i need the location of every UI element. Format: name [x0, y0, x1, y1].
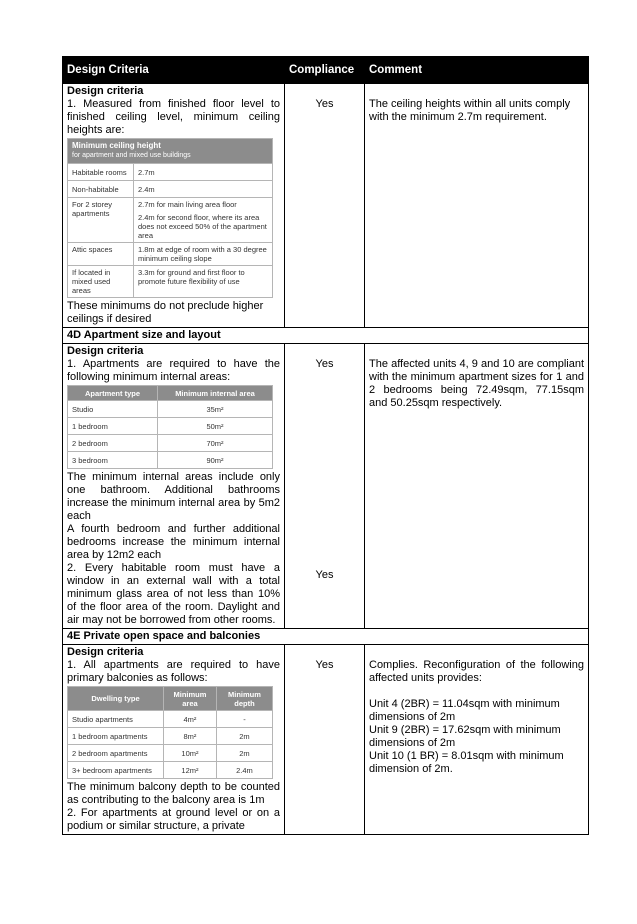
compliance-value: Yes [315, 569, 334, 581]
table-row [63, 344, 589, 629]
criteria-cell [63, 84, 285, 328]
criteria-text: 2. Every habitable room must have a window in an external wall with a total minimum glass area of not less than 10% of the floor area of the room. Daylight and air may not be borrowed from other rooms. [67, 562, 280, 626]
ceiling-row-value: 3.3m for ground and first floor to promote future flexibility of use [134, 266, 273, 298]
criteria-title: Design criteria [67, 345, 144, 357]
section-row [63, 629, 589, 645]
criteria-title: Design criteria [67, 85, 144, 97]
design-criteria-table [62, 56, 589, 835]
header-comment: Comment [365, 57, 589, 84]
balcony-table [67, 686, 273, 779]
criteria-text: The minimum balcony depth to be counted as contributing to the balcony area is 1m [67, 781, 280, 806]
criteria-text: 1. Apartments are required to have the following minimum internal areas: [67, 358, 280, 383]
section-row [63, 328, 589, 344]
ceiling-row-label: For 2 storey apartments [68, 198, 134, 243]
balcony-row-label: 1 bedroom apartments [68, 728, 164, 745]
ceiling-row-label: Attic spaces [68, 243, 134, 266]
section-title: 4E Private open space and balconies [63, 629, 589, 645]
comment-cell [365, 645, 589, 835]
balcony-row-label: Studio apartments [68, 711, 164, 728]
area-row-value: 70m² [158, 435, 273, 452]
ceiling-row-label: Non-habitable [68, 181, 134, 198]
area-table-header: Apartment type [68, 386, 158, 401]
ceiling-table-title: Minimum ceiling height for apartment and mixed use buildings [68, 139, 273, 164]
criteria-text: 1. All apartments are required to have primary balconies as follows: [67, 659, 280, 684]
table-row [63, 645, 589, 835]
criteria-note: These minimums do not preclude higher ceilings if desired [67, 300, 264, 325]
ceiling-row-label: Habitable rooms [68, 164, 134, 181]
criteria-text: A fourth bedroom and further additional bedrooms increase the minimum internal area by 12m2 each [67, 523, 280, 561]
balcony-table-header: Minimum area [164, 687, 217, 711]
comment-text: Unit 4 (2BR) = 11.04sqm with minimum dimensions of 2m [369, 698, 560, 723]
table-row [63, 84, 589, 328]
balcony-row-value: 4m² [164, 711, 217, 728]
area-row-value: 50m² [158, 418, 273, 435]
compliance-cell: Yes [285, 645, 365, 835]
balcony-row-value: 2m [216, 745, 272, 762]
ceiling-row-value: 2.7m [134, 164, 273, 181]
compliance-cell: Yes [285, 84, 365, 328]
ceiling-row-value: 1.8m at edge of room with a 30 degree minimum ceiling slope [134, 243, 273, 266]
area-row-value: 35m² [158, 401, 273, 418]
balcony-row-label: 2 bedroom apartments [68, 745, 164, 762]
compliance-cell [285, 344, 365, 629]
balcony-table-header: Dwelling type [68, 687, 164, 711]
criteria-title: Design criteria [67, 646, 144, 658]
criteria-text: 2. For apartments at ground level or on a podium or similar structure, a private [67, 807, 280, 832]
criteria-cell [63, 645, 285, 835]
ceiling-height-table [67, 138, 273, 298]
comment-text: Complies. Reconfiguration of the following affected units provides: [369, 659, 584, 684]
area-row-label: 3 bedroom [68, 452, 158, 469]
comment-text: Unit 9 (2BR) = 17.62sqm with minimum dimensions of 2m [369, 724, 561, 749]
comment-cell: The affected units 4, 9 and 10 are compliant with the minimum apartment sizes for 1 and 2 bedrooms being 72.49sqm, 77.15sqm and 50.25sqm respectively. [365, 344, 589, 629]
balcony-row-value: 8m² [164, 728, 217, 745]
balcony-row-value: 12m² [164, 762, 217, 779]
ceiling-row-value: 2.4m [134, 181, 273, 198]
area-row-label: Studio [68, 401, 158, 418]
section-title: 4D Apartment size and layout [63, 328, 589, 344]
criteria-text: 1. Measured from finished floor level to finished ceiling level, minimum ceiling heights are: [67, 98, 280, 136]
table-header-row [63, 57, 589, 84]
balcony-row-value: 2m [216, 728, 272, 745]
comment-text: Unit 10 (1 BR) = 8.01sqm with minimum dimension of 2m. [369, 750, 564, 775]
balcony-table-header: Minimum depth [216, 687, 272, 711]
balcony-row-label: 3+ bedroom apartments [68, 762, 164, 779]
compliance-value: Yes [315, 358, 334, 370]
area-row-label: 2 bedroom [68, 435, 158, 452]
area-row-label: 1 bedroom [68, 418, 158, 435]
comment-cell: The ceiling heights within all units comply with the minimum 2.7m requirement. [365, 84, 589, 328]
criteria-cell [63, 344, 285, 629]
ceiling-row-value: 2.7m for main living area floor 2.4m for second floor, where its area does not exceed 50% of the apartment area [134, 198, 273, 243]
ceiling-row-label: If located in mixed used areas [68, 266, 134, 298]
balcony-row-value: 2.4m [216, 762, 272, 779]
header-design-criteria: Design Criteria [63, 57, 285, 84]
apartment-area-table [67, 385, 273, 469]
criteria-text: The minimum internal areas include only one bathroom. Additional bathrooms increase the minimum internal area by 5m2 each [67, 471, 280, 522]
balcony-row-value: 10m² [164, 745, 217, 762]
balcony-row-value: - [216, 711, 272, 728]
area-table-header: Minimum internal area [158, 386, 273, 401]
area-row-value: 90m² [158, 452, 273, 469]
header-compliance: Compliance [285, 57, 365, 84]
